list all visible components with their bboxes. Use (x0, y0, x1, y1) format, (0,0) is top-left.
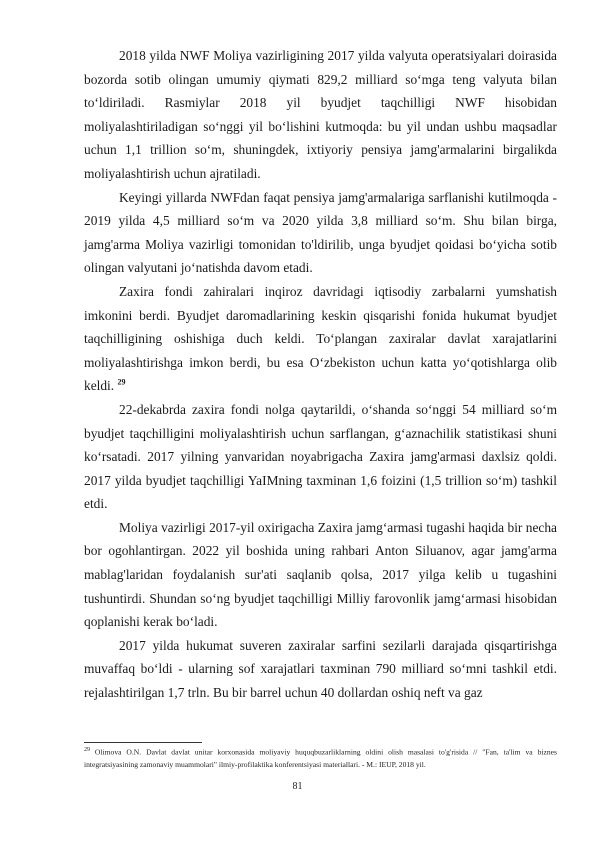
page-number: 81 (292, 781, 303, 792)
footnote-number: 29 (84, 747, 90, 753)
paragraph-5 (84, 516, 557, 634)
footnote-separator (84, 742, 202, 743)
paragraph-text: Keyingi yillarda NWFdan faqat pensiya jamg'armalariga sarflanishi kutilmoqda - 2019 yilda 4,5 milliard so‘m va 2020 yilda 3,8 milliard so‘m. Shu bilan birga, jamg'arma Moliya vazirligi tomonidan to'ldirilib, unga byudjet qoidasi bo‘yicha sotib olingan valyutani jo‘natishda davom etadi. (84, 189, 557, 276)
paragraph-4 (84, 398, 557, 516)
document-body (84, 44, 557, 705)
paragraph-3 (84, 280, 557, 398)
footnote-text: Olimova O.N. Davlat davlat unitar korxonasida moliyaviy huquqbuzarliklarning oldini olish masalasi to'g'risida // "Fan, ta'lim va biznes integratsiyasining zamonaviy muammolari" ilmiy-profilaktika konferentsiyasi materiallari. - M.: IEUP, 2018 yil. (84, 747, 557, 769)
paragraph-1 (84, 44, 557, 186)
paragraph-text: 2017 yilda hukumat suveren zaxiralar sarfini sezilarli darajada qisqartirishga muvaffaq bo‘ldi - ularning sof xarajatlari taxminan 790 milliard so‘mni tashkil etdi. rejalashtirilgan 1,7 trln. Bu bir barrel uchun 40 dollardan oshiq neft va gaz (84, 637, 557, 701)
paragraph-text: Moliya vazirligi 2017-yil oxirigacha Zaxira jamg‘armasi tugashi haqida bir necha bor ogohlantirgan. 2022 yil boshida uning rahbari Anton Siluanov, agar jamg'arma mablag'laridan foydalanish sur'ati saqlanib qolsa, 2017 yilga kelib u tugashini tushuntirdi. Shundan so‘ng byudjet taqchilligi Milliy farovonlik jamg‘armasi hisobidan qoplanishi kerak bo‘ladi. (84, 519, 557, 630)
paragraph-text: 22-dekabrda zaxira fondi nolga qaytarildi, o‘shanda so‘nggi 54 milliard so‘m byudjet taqchilligini moliyalashtirish uchun sarflangan, g‘aznachilik statistikasi shuni ko‘rsatadi. 2017 yilning yanvaridan noyabrigacha Zaxira jamg'armasi daxlsiz qoldi. 2017 yilda byudjet taqchilligi YaIMning taxminan 1,6 foizini (1,5 trillion so‘m) tashkil etdi. (84, 401, 557, 512)
footnote (84, 744, 557, 771)
footnote-reference[interactable]: 29 (117, 377, 126, 387)
paragraph-6 (84, 634, 557, 705)
paragraph-2 (84, 186, 557, 280)
paragraph-text: Zaxira fondi zahiralari inqiroz davridagi iqtisodiy zarbalarni yumshatish imkonini berdi. Byudjet daromadlarining keskin qisqarishi fonida hukumat byudjet taqchilligining oshishiga duch keldi. To‘plangan zaxiralar davlat xarajatlarini moliyalashtirishga imkon berdi, bu esa O‘zbekiston uchun katta yo‘qotishlarga olib keldi. (84, 283, 557, 394)
paragraph-text: 2018 yilda NWF Moliya vazirligining 2017 yilda valyuta operatsiyalari doirasida bozorda sotib olingan umumiy qiymati 829,2 milliard so‘mga teng valyuta bilan to‘ldiriladi. Rasmiylar 2018 yil byudjet taqchilligi NWF hisobidan moliyalashtiriladigan so‘nggi yil bo‘lishini kutmoqda: bu yil undan ushbu maqsadlar uchun 1,1 trillion so‘m, shuningdek, ixtiyoriy pensiya jamg'armalarini birgalikda moliyalashtirish uchun ajratiladi. (84, 48, 557, 181)
